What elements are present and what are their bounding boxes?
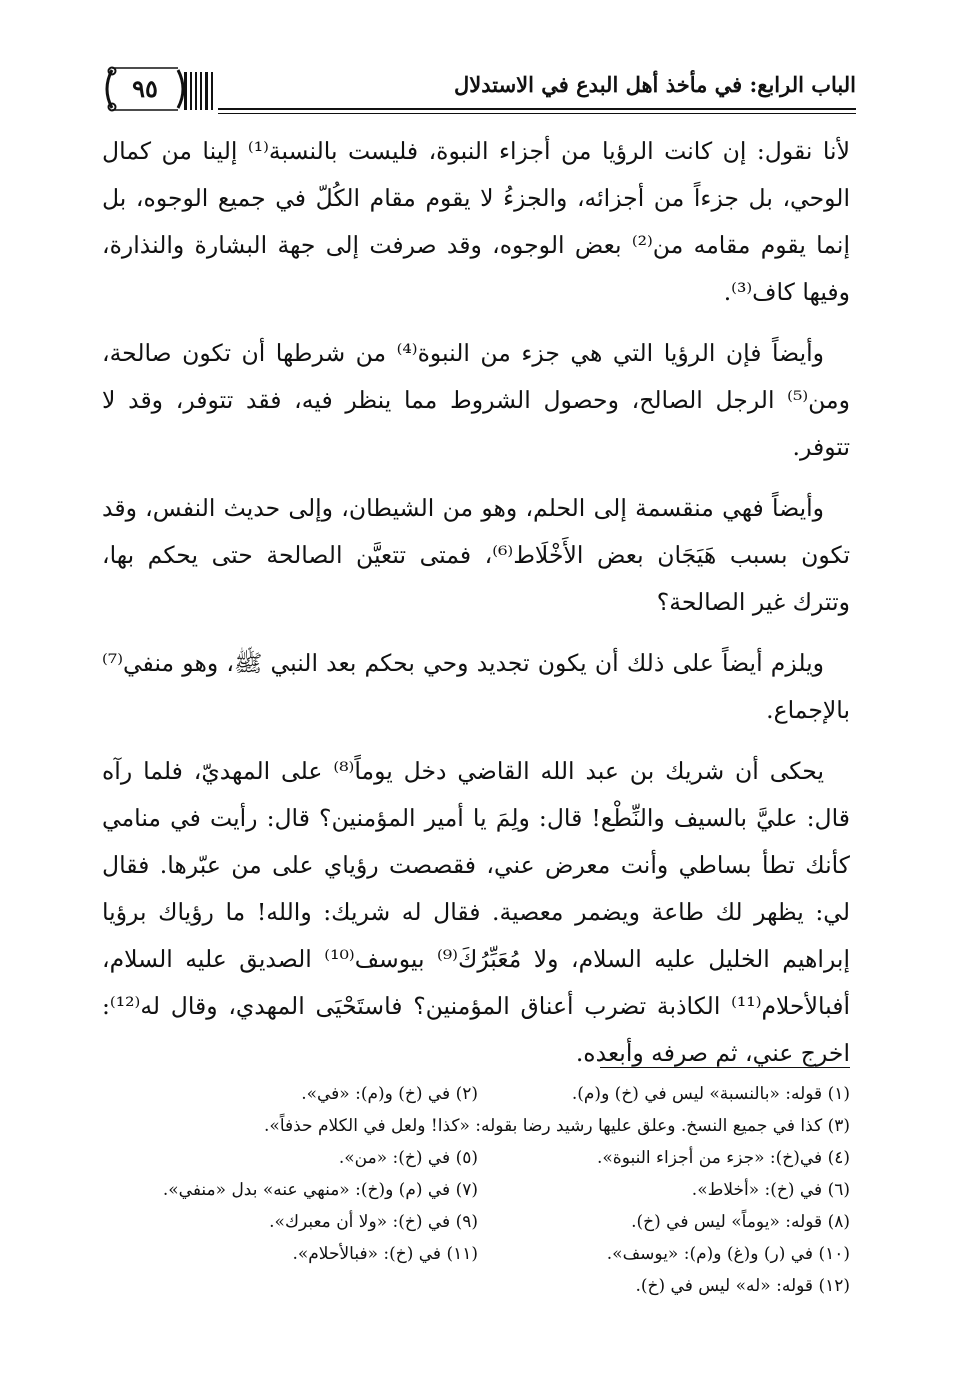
footnote-1: (١) قوله: «بالنسبة» ليس في (خ) و(م). xyxy=(571,1084,850,1104)
footnote-row xyxy=(106,1110,850,1142)
footnote-6: (٦) في (خ): «أخلاط». xyxy=(691,1180,850,1200)
header-rule-thin xyxy=(218,113,856,114)
page-number: ٩٥ xyxy=(132,74,158,103)
footnote-row xyxy=(106,1270,850,1302)
footnote-row xyxy=(106,1078,850,1110)
footnote-3: (٣) كذا في جميع النسخ. وعلق عليها رشيد رضا بقوله: «كذا! ولعل في الكلام حذفاً». xyxy=(264,1116,850,1136)
footnote-8: (٨) قوله: «يوماً» ليس في (خ). xyxy=(631,1212,850,1232)
footnote-2: (٢) في (خ) و(م): «في». xyxy=(301,1084,478,1104)
paragraph-1: لأنا نقول: إن كانت الرؤيا من أجزاء النبوة، فليست بالنسبة⁽¹⁾ إلينا من كمال الوحي، بل جزءاً من أجزائه، والجزءُ لا يقوم مقام الكُلّ في جميع الوجوه، بل إنما يقوم مقامه من⁽²⁾ بعض الوجوه، وقد صرفت إلى جهة البشارة والنذارة، وفيها كاف⁽³⁾. xyxy=(102,137,851,306)
running-header xyxy=(100,56,856,118)
chapter-title: الباب الرابع: في مأخذ أهل البدع في الاستدلال xyxy=(453,72,856,97)
footnote-row xyxy=(106,1206,850,1238)
paragraph-4: ويلزم أيضاً على ذلك أن يكون تجديد وحي بحكم بعد النبي ﷺ، وهو منفي⁽⁷⁾ بالإجماع. xyxy=(102,649,850,724)
footnote-5: (٥) في (خ): «من». xyxy=(338,1148,478,1168)
footnote-11: (١١) في (خ): «فبالأحلام». xyxy=(292,1244,478,1264)
footnote-separator xyxy=(600,1067,850,1068)
paragraph-2: وأيضاً فإن الرؤيا التي هي جزء من النبوة⁽⁴⁾ من شرطها أن تكون صالحة، ومن⁽⁵⁾ الرجل الصالح، وحصول الشروط مما ينظر فيه، فقد تتوفر، وقد لا تتوفر. xyxy=(102,339,850,461)
paragraph-3: وأيضاً فهي منقسمة إلى الحلم، وهو من الشيطان، وإلى حديث النفس، وقد تكون بسبب هَيَجَان بعض الأَخْلَاط⁽⁶⁾، فمتى تتعيَّن الصالحة حتى يحكم بها، وتترك غير الصالحة؟ xyxy=(102,494,850,616)
main-text xyxy=(102,128,850,1091)
footnote-4: (٤) في(خ): «جزء من أجزاء النبوة». xyxy=(596,1148,850,1168)
footnote-row xyxy=(106,1174,850,1206)
footnote-10: (١٠) في (ر) و(غ) و(م): «يوسف». xyxy=(606,1244,850,1264)
header-rule xyxy=(218,108,856,110)
paragraph-5: يحكى أن شريك بن عبد الله القاضي دخل يوماً⁽⁸⁾ على المهديّ، فلما رآه قال: عليَّ بالسيف والنِّطْع! قال: ولِمَ يا أمير المؤمنين؟ قال: رأيت في منامي كأنك تطأ بساطي وأنت معرض عني، فقصصت رؤياي على من عبّرها. فقال لي: يظهر لك طاعة ويضمر معصية. فقال له شريك: والله! ما رؤياك برؤيا إبراهيم الخليل عليه السلام، ولا مُعَبِّرُكَ⁽⁹⁾ بيوسف⁽¹⁰⁾ الصديق عليه السلام، أفبالأحلام⁽¹¹⁾ الكاذبة تضرب أعناق المؤمنين؟ فاستَحْيَى المهدي، وقال له⁽¹²⁾: اخرج عني، ثم صرفه وأبعده. xyxy=(102,757,850,1067)
footnote-7: (٧) في (م) و(خ): «منهي عنه» بدل «منفي». xyxy=(162,1180,478,1200)
footnote-row xyxy=(106,1142,850,1174)
footnote-row xyxy=(106,1238,850,1270)
footnote-9: (٩) في (خ): «ولا أن معبرك». xyxy=(269,1212,478,1232)
footnote-12: (١٢) قوله: «له» ليس في (خ). xyxy=(635,1276,850,1296)
footnotes xyxy=(106,1078,850,1302)
